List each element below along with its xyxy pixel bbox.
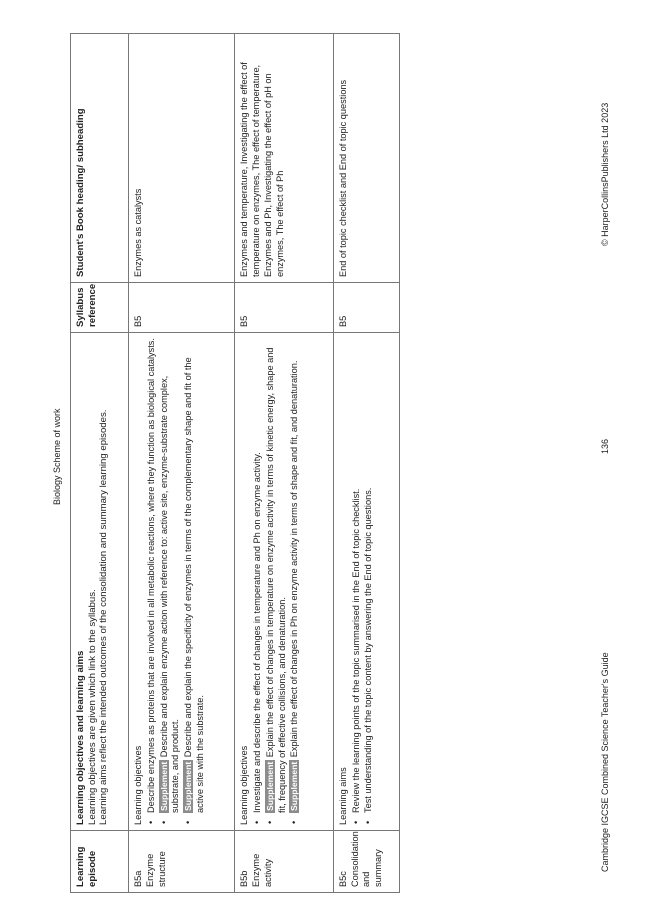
book-cell: End of topic checklist and End of topic questions (333, 34, 399, 283)
objectives-list (351, 338, 376, 825)
objectives-cell (129, 333, 235, 831)
list-item: • Describe enzymes as proteins that are involved in all metabolic reactions, where they function as biological catalysts. (146, 338, 158, 813)
header-objectives-note2: Learning aims reflect the intended outcomes of the consolidation and summary learning episodes. (98, 409, 109, 825)
page-number: 136 (600, 438, 610, 454)
list-item: • Test understanding of the topic content by answering the End of topic questions. (363, 338, 375, 813)
list-item: • Supplement Describe and explain enzyme action with reference to: active site, enzyme-substrate complex, substrate, and product. (159, 338, 183, 813)
syllabus-cell: B5 (235, 283, 333, 333)
syllabus-cell: B5 (129, 283, 235, 333)
list-item: • Supplement Explain the effect of changes in Ph on enzyme activity in terms of shape and fit, and denaturation. (289, 338, 301, 813)
header-objectives-title: Learning objectives and learning aims (75, 650, 86, 825)
episode-name: Consolidation and summary (349, 831, 384, 887)
objectives-cell (235, 333, 333, 831)
supplement-badge: Supplement (264, 761, 275, 811)
list-item: • Investigate and describe the effect of changes in temperature and Ph on enzyme activity. (252, 338, 264, 813)
supplement-badge: Supplement (183, 761, 194, 811)
syllabus-cell: B5 (333, 283, 399, 333)
footer-book-title: Cambridge IGCSE Combined Science Teacher's Guide (600, 652, 610, 872)
episode-cell (333, 831, 399, 893)
scheme-of-work-table-wrapper (70, 33, 400, 893)
section-label: Learning objectives (133, 745, 143, 825)
supplement-badge: Supplement (158, 761, 169, 811)
episode-name: Enzyme structure (144, 851, 167, 887)
episode-cell (129, 831, 235, 893)
list-item: • Supplement Explain the effect of changes in temperature on enzyme activity in terms of kinetic energy, shape and fit, frequency of effective collisions, and denaturation. (265, 338, 289, 813)
table-row (129, 34, 235, 893)
copyright-notice: © HarperCollinsPublishers Ltd 2023 (600, 102, 610, 246)
header-episode: Learning episode (71, 831, 129, 893)
section-label: Learning aims (337, 767, 348, 825)
header-objectives (71, 333, 129, 831)
supplement-badge: Supplement (289, 761, 300, 811)
episode-code: B5a (133, 870, 143, 887)
header-syllabus: Syllabus reference (71, 283, 129, 333)
section-label: Learning objectives (239, 745, 250, 825)
header-objectives-note1: Learning objectives are given which link to the syllabus. (86, 589, 98, 825)
book-cell: Enzymes as catalysts (129, 34, 235, 283)
episode-code: B5c (337, 871, 348, 887)
table-header-row (71, 34, 129, 893)
objectives-cell (333, 333, 399, 831)
episode-name: Enzyme activity (251, 853, 273, 887)
episode-cell (235, 831, 333, 893)
running-title: Biology Scheme of work (52, 408, 62, 505)
table-row (235, 34, 333, 893)
table-row (333, 34, 399, 893)
header-book: Student's Book heading/ subheading (71, 34, 129, 283)
scheme-of-work-table (70, 33, 400, 893)
list-item: • Supplement Describe and explain the specificity of enzymes in terms of the complementary shape and fit of the active site with the substrate. (183, 338, 207, 813)
list-item: • Review the learning points of the topic summarised in the End of topic checklist. (351, 338, 363, 813)
objectives-list (252, 338, 301, 825)
objectives-list (146, 338, 207, 825)
book-cell: Enzymes and temperature, Investigating the effect of temperature on enzymes, The effect of temperature, Enzymes and Ph, Investigating the effect of pH on enzymes, The effect of Ph (235, 34, 333, 283)
episode-code: B5b (239, 870, 250, 887)
